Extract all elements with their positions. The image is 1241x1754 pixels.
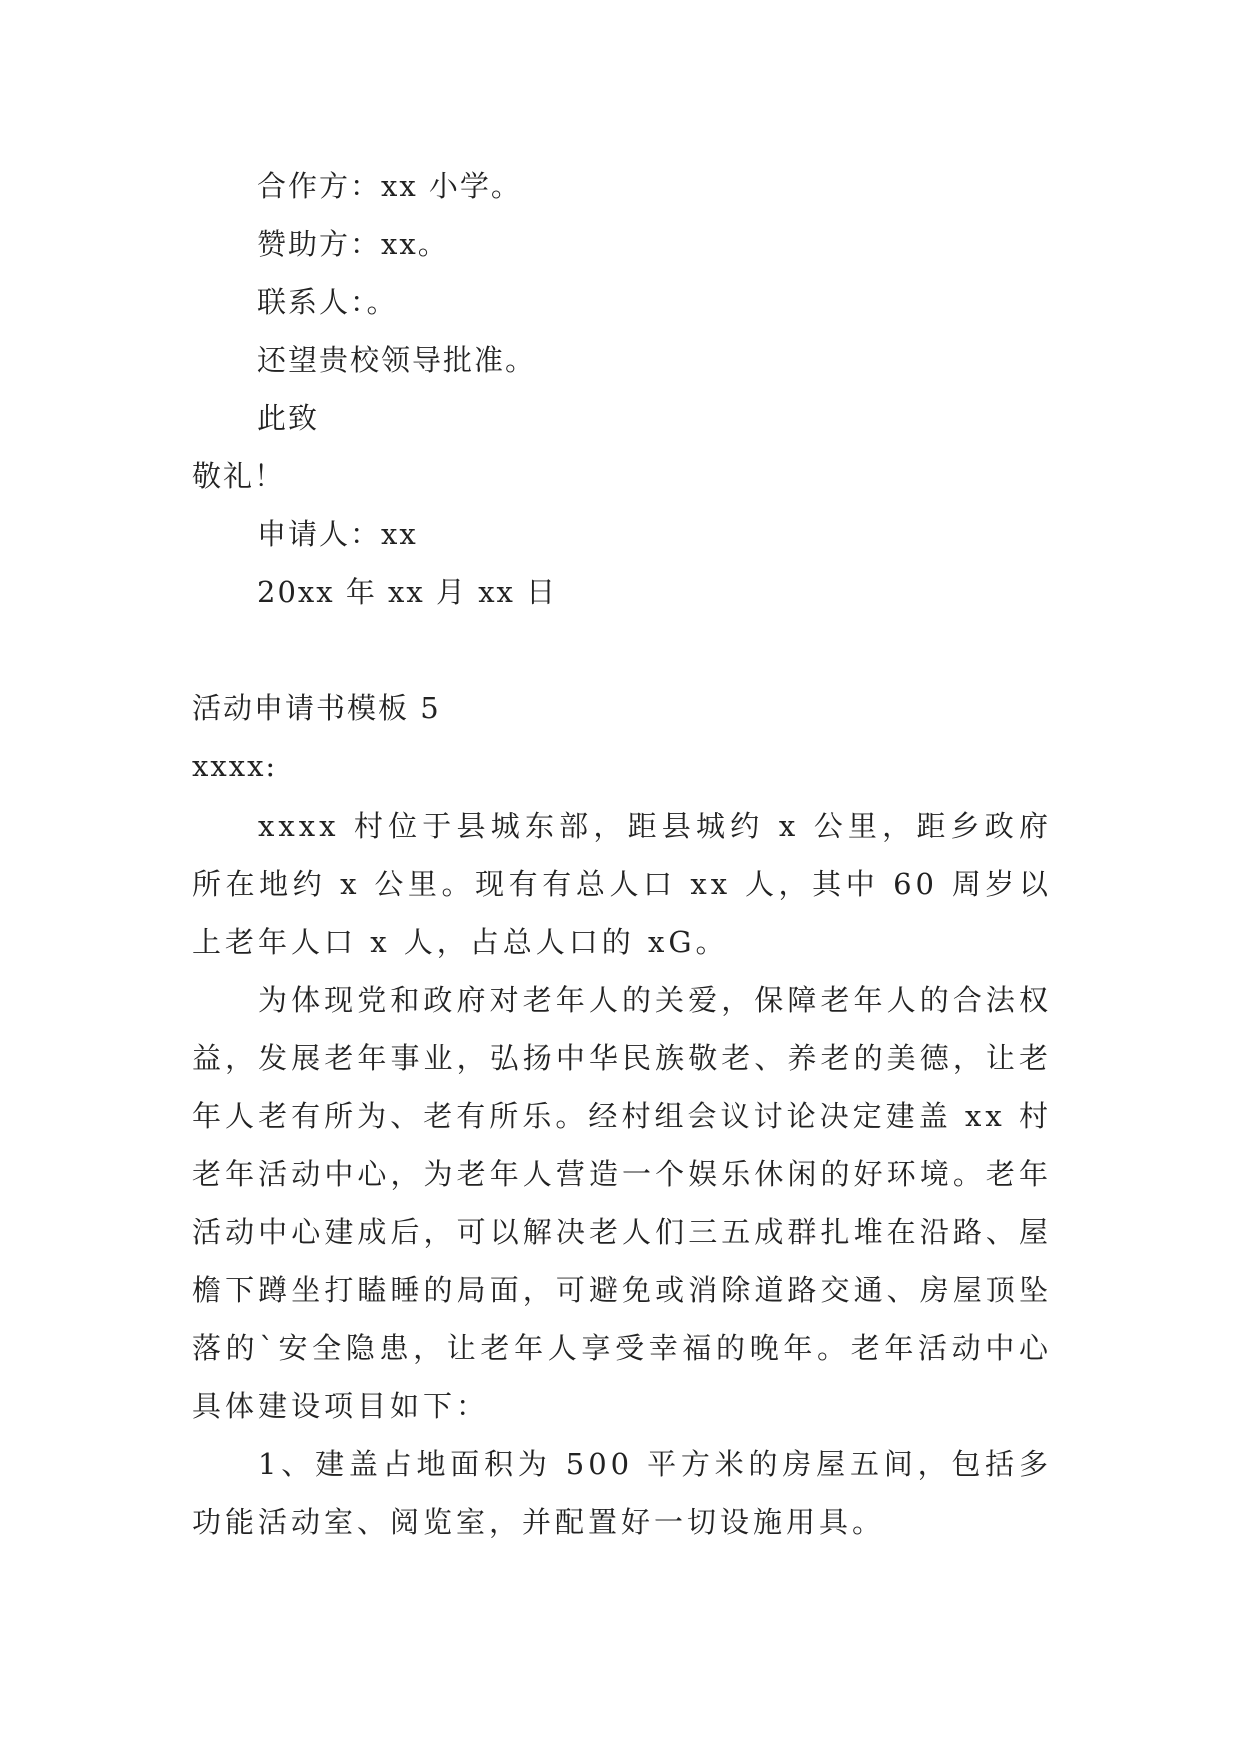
- section-title: 活动申请书模板 5: [192, 691, 441, 725]
- sponsor-line: 赞助方：xx。: [257, 227, 449, 261]
- paragraph-purpose: 为体现党和政府对老年人的关爱，保障老年人的合法权益，发展老年事业，弘扬中华民族敬老、养老的美德，让老年人老有所为、老有所乐。经村组会议讨论决定建盖 xx 村老年活动中心，为老年人营造一个娱乐休闲的好环境。老年活动中心建成后，可以解决老人们三五成群扎堆在沿路、屋檐下蹲坐打瞌睡的局面，可避免或消除道路交通、房屋顶坠落的`安全隐患，让老年人享受幸福的晚年。老年活动中心具体建设项目如下：: [192, 983, 1052, 1423]
- date-line: 20xx 年 xx 月 xx 日: [257, 575, 558, 609]
- paragraph-project-1: 1、建盖占地面积为 500 平方米的房屋五间，包括多功能活动室、阅览室，并配置好一切设施用具。: [192, 1447, 1052, 1539]
- partner-line: 合作方：xx 小学。: [257, 169, 522, 203]
- paragraph-village-info: xxxx 村位于县城东部，距县城约 x 公里，距乡政府所在地约 x 公里。现有有总人口 xx 人，其中 60 周岁以上老年人口 x 人，占总人口的 xG。: [192, 809, 1052, 959]
- contact-line: 联系人：。: [257, 285, 398, 319]
- request-line: 还望贵校领导批准。: [257, 343, 537, 377]
- applicant-line: 申请人：xx: [257, 517, 418, 551]
- addressee-line: xxxx:: [192, 749, 278, 783]
- closing-line: 此致: [257, 401, 320, 435]
- salute-line: 敬礼！: [192, 459, 286, 493]
